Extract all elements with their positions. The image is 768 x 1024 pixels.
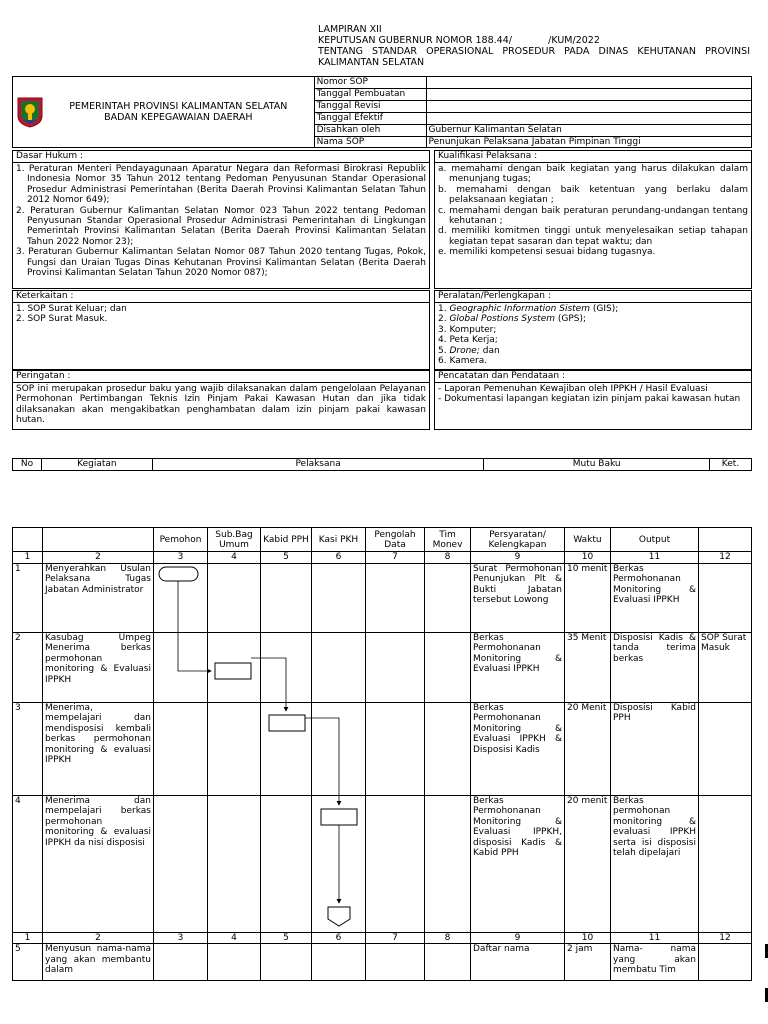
- pencatatan-item: - Dokumentasi lapangan kegiatan izin pinjam pakai kawasan hutan: [438, 394, 741, 405]
- col-header-ket: [699, 528, 752, 552]
- col-number: 8: [425, 932, 471, 944]
- row-kegiatan: Menerima, mempelajari dan mendisposisi kembali berkas permohonan monitoring & evaluasi IPPKH: [43, 702, 154, 795]
- column-number-row: [13, 932, 752, 944]
- peringatan-title: Peringatan :: [13, 371, 429, 383]
- strip-ket: Ket.: [710, 459, 752, 471]
- peralatan-item-number: 4.: [438, 335, 450, 346]
- peralatan-item-suffix: (GPS);: [555, 314, 587, 325]
- pencatatan-box: [434, 370, 752, 430]
- kualifikasi-item: d. memiliki komitmen tinggi untuk menyelesaikan setiap tahapan kegiatan tepat sasaran dan tepat waktu; dan: [438, 226, 748, 247]
- field-label-nomor-sop: Nomor SOP: [314, 77, 426, 89]
- row-ket: [699, 563, 752, 632]
- kualifikasi-title: Kualifikasi Pelaksana :: [435, 151, 751, 163]
- strip-kegiatan: Kegiatan: [41, 459, 152, 471]
- kualifikasi-box: [434, 150, 752, 289]
- col-header-kabid-pph: Kabid PPH: [261, 528, 312, 552]
- table-row: [13, 702, 752, 795]
- peralatan-item: [438, 314, 748, 324]
- row-persyaratan: Berkas Permohonanan Monitoring & Evaluasi IPPKH: [471, 632, 565, 702]
- col-header-no: [13, 528, 43, 552]
- col-header-subbag-umum: Sub.Bag Umum: [208, 528, 261, 552]
- peralatan-item-number: 5.: [438, 345, 450, 356]
- peralatan-item: [438, 335, 748, 345]
- peralatan-item: [438, 325, 748, 335]
- pencatatan-title: Pencatatan dan Pendataan :: [435, 371, 751, 383]
- peralatan-item-text: Global Postions System: [449, 314, 555, 325]
- col-number: 12: [699, 932, 752, 944]
- field-value-tanggal-efektif: [426, 113, 752, 125]
- table-row: [13, 795, 752, 932]
- col-header-pemohon: Pemohon: [154, 528, 208, 552]
- keterkaitan-item: 2. SOP Surat Masuk.: [16, 314, 108, 325]
- province-emblem-icon: [17, 96, 43, 128]
- col-number: 5: [261, 552, 312, 564]
- col-header-waktu: Waktu: [565, 528, 611, 552]
- col-header-kegiatan: [43, 528, 154, 552]
- dasar-hukum-box: [12, 150, 430, 289]
- row-no: 4: [13, 795, 43, 932]
- pencatatan-item: - Laporan Pemenuhan Kewajiban oleh IPPKH / Hasil Evaluasi: [438, 384, 708, 394]
- col-number: 12: [699, 552, 752, 564]
- peralatan-item-text: Geographic Information Sistem: [449, 304, 590, 314]
- col-number: 1: [13, 552, 43, 564]
- row-ket: [699, 795, 752, 932]
- col-header-kasi-pkh: Kasi PKH: [312, 528, 366, 552]
- col-number: 9: [471, 932, 565, 944]
- peralatan-item-number: 1.: [438, 304, 450, 314]
- peralatan-title: Peralatan/Perlengkapan :: [435, 291, 751, 303]
- column-number-row: [13, 552, 752, 564]
- peringatan-text: SOP ini merupakan prosedur baku yang wajib dilaksanakan dalam pengelolaan Pelayanan Permohonan Pertimbangan Teknis Izin Pinjam Pakai Kawasan Hutan dan jika tidak dilaksanakan akan mengakibatkan penghambatan dalam izin pinjam pakai kawasan hutan.: [16, 384, 426, 426]
- sop-header-table: [12, 76, 752, 148]
- row-persyaratan: Surat Permohonan Penunjukan Plt & Bukti Jabatan tersebut Lowong: [471, 563, 565, 632]
- row-waktu: 10 menit: [565, 563, 611, 632]
- field-label-disahkan-oleh: Disahkan oleh: [314, 125, 426, 137]
- peralatan-item: [438, 346, 748, 356]
- col-number: 11: [611, 932, 699, 944]
- col-number: 2: [43, 552, 154, 564]
- org-name: [43, 101, 314, 124]
- table-row: [13, 563, 752, 632]
- col-number: 3: [154, 552, 208, 564]
- row-no: 2: [13, 632, 43, 702]
- field-value-disahkan-oleh: Gubernur Kalimantan Selatan: [426, 125, 752, 137]
- row-output: Disposisi Kabid PPH: [611, 702, 699, 795]
- row-ket: [699, 702, 752, 795]
- col-number: 3: [154, 932, 208, 944]
- row-kegiatan: Menerima dan mempelajari berkas permohonan monitoring & evaluasi IPPKH da nisi disposisi: [43, 795, 154, 932]
- row-no: 1: [13, 563, 43, 632]
- field-value-nomor-sop: [426, 77, 752, 89]
- table-row: [13, 944, 752, 981]
- dasar-hukum-item: 1. Peraturan Menteri Pendayagunaan Aparatur Negara dan Reformasi Birokrasi Republik Indonesia Nomor 35 Tahun 2012 tentang Pedoman Penyusunan Standar Operasional Prosedur Administrasi Pemerintahan (Berita Daerah Provinsi Kalimantan Selatan Tahun 2012 Nomor 649);: [16, 164, 426, 206]
- dasar-hukum-item: 2. Peraturan Gubernur Kalimantan Selatan Nomor 023 Tahun 2022 tentang Pedoman Penyusunan Standar Operasional Prosedur Administrasi Pemerintahan di Lingkungan Pemerintah Provinsi Kalimantan Selatan (Berita Daerah Provinsi Kalimantan Selatan Tahun 2022 Nomor 23);: [16, 205, 426, 247]
- col-number: 6: [312, 552, 366, 564]
- row-waktu: 2 jam: [565, 944, 611, 981]
- col-number: 5: [261, 932, 312, 944]
- strip-pelaksana: Pelaksana: [152, 459, 484, 471]
- peralatan-item-number: 6.: [438, 356, 450, 367]
- col-number: 6: [312, 932, 366, 944]
- org-line-2: BADAN KEPEGAWAIAN DAERAH: [104, 112, 253, 123]
- col-header-output: Output: [611, 528, 699, 552]
- pelaksana-header-strip: [12, 458, 752, 471]
- row-kegiatan: Menyusun nama-nama yang akan membantu dalam: [43, 944, 154, 981]
- field-label-tanggal-revisi: Tanggal Revisi: [314, 101, 426, 113]
- peralatan-box: [434, 290, 752, 370]
- field-value-nama-sop: Penunjukan Pelaksana Jabatan Pimpinan Tinggi: [426, 136, 752, 148]
- row-waktu: 35 Menit: [565, 632, 611, 702]
- row-waktu: 20 menit: [565, 795, 611, 932]
- lampiran-title: LAMPIRAN XII: [318, 24, 382, 35]
- strip-no: No: [13, 459, 42, 471]
- col-number: 1: [13, 932, 43, 944]
- col-header-tim-monev: Tim Monev: [425, 528, 471, 552]
- row-output: Berkas permohonan monitoring & evaluasi IPPKH serta isi disposisi telah dipelajari: [611, 795, 699, 932]
- field-value-tanggal-revisi: [426, 101, 752, 113]
- keterkaitan-item: 1. SOP Surat Keluar; dan: [16, 304, 127, 314]
- peralatan-item-suffix: (GIS);: [589, 304, 619, 314]
- lampiran-block: [318, 24, 750, 68]
- col-number: 4: [208, 552, 261, 564]
- col-number: 2: [43, 932, 154, 944]
- peralatan-item-text: Peta Kerja;: [449, 335, 498, 346]
- row-no: 5: [13, 944, 43, 981]
- peralatan-item-suffix: dan: [479, 345, 500, 356]
- col-number: 9: [471, 552, 565, 564]
- row-no: 3: [13, 702, 43, 795]
- peralatan-item: [438, 356, 748, 366]
- procedure-table: [12, 527, 752, 981]
- lampiran-keputusan: KEPUTUSAN GUBERNUR NOMOR 188.44/ /KUM/2022: [318, 35, 600, 46]
- peralatan-item-text: Drone;: [449, 345, 480, 356]
- col-number: 4: [208, 932, 261, 944]
- kualifikasi-item: a. memahami dengan baik kegiatan yang harus dilakukan dalam menunjang tugas;: [438, 164, 748, 185]
- col-header-pengolah-data: Pengolah Data: [366, 528, 425, 552]
- col-number: 10: [565, 932, 611, 944]
- strip-mutu-baku: Mutu Baku: [484, 459, 710, 471]
- org-line-1: PEMERINTAH PROVINSI KALIMANTAN SELATAN: [69, 100, 288, 112]
- dasar-hukum-item: 3. Peraturan Gubernur Kalimantan Selatan Nomor 087 Tahun 2020 tentang Tugas, Pokok, Fungsi dan Uraian Tugas Dinas Kehutanan Provinsi Kalimantan Selatan (Berita Daerah Provinsi Kalimantan Selatan Tahun 2020 Nomor 087);: [16, 247, 426, 279]
- org-cell: [13, 77, 315, 148]
- table-header-row: [13, 528, 752, 552]
- field-label-tanggal-efektif: Tanggal Efektif: [314, 113, 426, 125]
- col-header-persyaratan: Persyaratan/ Kelengkapan: [471, 528, 565, 552]
- row-kegiatan: Menyerahkan Usulan Pelaksana Tugas Jabatan Administrator: [43, 563, 154, 632]
- kualifikasi-item: b. memahami dengan baik ketentuan yang berlaku dalam pelaksanaan kegiatan ;: [438, 184, 748, 206]
- col-number: 10: [565, 552, 611, 564]
- col-number: 8: [425, 552, 471, 564]
- row-persyaratan: Berkas Permohonanan Monitoring & Evaluasi IPPKH & Disposisi Kadis: [471, 702, 565, 795]
- col-number: 7: [366, 552, 425, 564]
- row-persyaratan: Berkas Permohonanan Monitoring & Evaluasi IPPKH, disposisi Kadis & Kabid PPH: [471, 795, 565, 932]
- field-label-nama-sop: Nama SOP: [314, 136, 426, 148]
- field-value-tanggal-pembuatan: [426, 89, 752, 101]
- row-output: Berkas Permohonanan Monitoring & Evaluasi IPPKH: [611, 563, 699, 632]
- row-persyaratan: Daftar nama: [471, 944, 565, 981]
- peralatan-item-number: 3.: [438, 324, 450, 335]
- keterkaitan-title: Keterkaitan :: [13, 291, 429, 303]
- col-number: 11: [611, 552, 699, 564]
- table-row: [13, 632, 752, 702]
- field-label-tanggal-pembuatan: Tanggal Pembuatan: [314, 89, 426, 101]
- col-number: 7: [366, 932, 425, 944]
- kualifikasi-item: e. memiliki kompetensi sesuai bidang tugasnya.: [438, 247, 656, 258]
- dasar-hukum-title: Dasar Hukum :: [13, 151, 429, 163]
- lampiran-tentang: TENTANG STANDAR OPERASIONAL PROSEDUR PADA DINAS KEHUTANAN PROVINSI KALIMANTAN SELATAN: [318, 46, 750, 68]
- row-output: Disposisi Kadis & tanda terima berkas: [611, 632, 699, 702]
- peralatan-item-text: Kamera.: [449, 356, 488, 367]
- row-waktu: 20 Menit: [565, 702, 611, 795]
- peralatan-item-text: Komputer;: [449, 324, 497, 335]
- peringatan-box: [12, 370, 430, 430]
- row-ket: SOP Surat Masuk: [699, 632, 752, 702]
- kualifikasi-item: c. memahami dengan baik peraturan perundang-undangan tentang kehutanan ;: [438, 205, 748, 227]
- row-ket: [699, 944, 752, 981]
- peralatan-item: [438, 304, 748, 314]
- keterkaitan-box: [12, 290, 430, 370]
- peralatan-item-number: 2.: [438, 314, 450, 325]
- row-kegiatan: Kasubag Umpeg Menerima berkas permohonan monitoring & Evaluasi IPPKH: [43, 632, 154, 702]
- row-output: Nama- nama yang akan membatu Tim: [611, 944, 699, 981]
